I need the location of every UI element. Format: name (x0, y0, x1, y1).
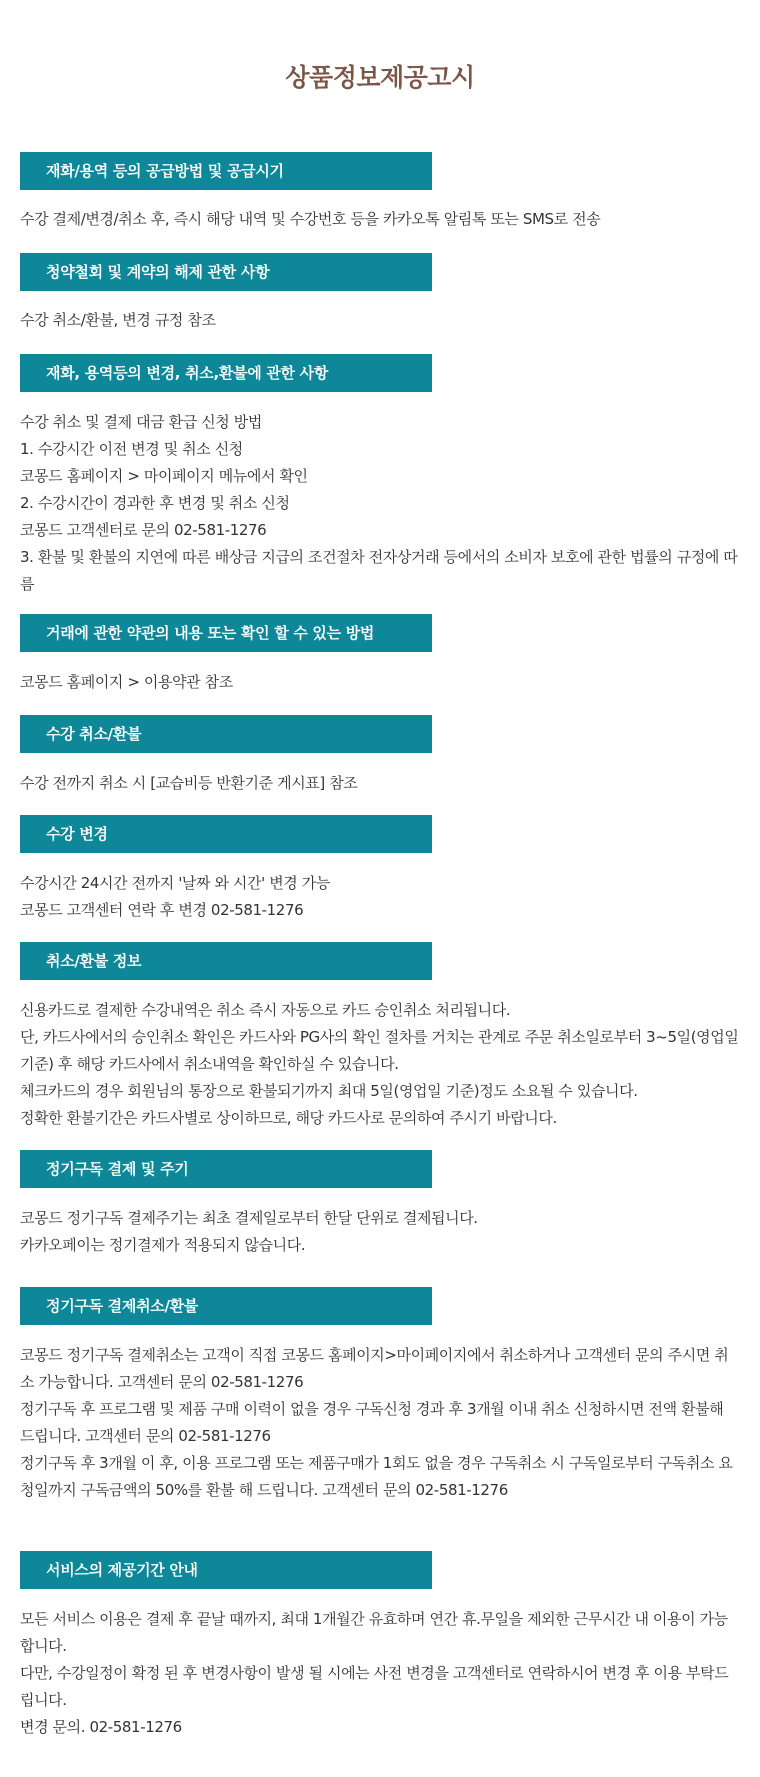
body-line: 변경 문의. 02-581-1276 (20, 1718, 182, 1736)
section-body-terms (20, 669, 740, 696)
body-line: 코몽드 고객센터로 문의 02-581-1276 (20, 521, 267, 539)
section-header-subscription-cycle: 정기구독 결제 및 주기 (20, 1150, 432, 1188)
section-body-change-cancel-refund (20, 409, 740, 598)
body-line: 체크카드의 경우 회원님의 통장으로 환불되기까지 최대 5일(영업일 기준)정도 소요될 수 있습니다. (20, 1082, 638, 1100)
section-header-withdrawal: 청약철회 및 계약의 해제 관한 사항 (20, 253, 432, 291)
body-line: 코몽드 고객센터 연락 후 변경 02-581-1276 (20, 901, 304, 919)
body-line: 신용카드로 결제한 수강내역은 취소 즉시 자동으로 카드 승인취소 처리됩니다. (20, 1001, 511, 1019)
section-header-terms: 거래에 관한 약관의 내용 또는 확인 할 수 있는 방법 (20, 614, 432, 652)
body-line: 다만, 수강일정이 확정 된 후 변경사항이 발생 될 시에는 사전 변경을 고객센터로 연락하시어 변경 후 이용 부탁드립니다. (20, 1664, 729, 1709)
section-header-service-period: 서비스의 제공기간 안내 (20, 1551, 432, 1589)
body-line: 코몽드 정기구독 결제취소는 고객이 직접 코몽드 홈페이지>마이페이지에서 취소하거나 고객센터 문의 주시면 취소 가능합니다. 고객센터 문의 02-581-1276 (20, 1346, 729, 1391)
section-body-service-period (20, 1606, 740, 1741)
body-line: 코몽드 홈페이지 > 마이페이지 메뉴에서 확인 (20, 467, 308, 485)
body-line: 2. 수강시간이 경과한 후 변경 및 취소 신청 (20, 494, 290, 512)
body-line: 수강시간 24시간 전까지 '날짜 와 시간' 변경 가능 (20, 874, 330, 892)
body-line: 수강 전까지 취소 시 [교습비등 반환기준 게시표] 참조 (20, 774, 358, 792)
section-header-refund-info: 취소/환불 정보 (20, 942, 432, 980)
section-header-subscription-cancel: 정기구독 결제취소/환불 (20, 1287, 432, 1325)
body-line: 정확한 환불기간은 카드사별로 상이하므로, 해당 카드사로 문의하여 주시기 바랍니다. (20, 1109, 557, 1127)
body-line: 수강 결제/변경/취소 후, 즉시 해당 내역 및 수강번호 등을 카카오톡 알림톡 또는 SMS로 전송 (20, 210, 601, 228)
body-line: 단, 카드사에서의 승인취소 확인은 카드사와 PG사의 확인 절차를 거치는 관계로 주문 취소일로부터 3~5일(영업일 기준) 후 해당 카드사에서 취소내역을 확인하실 수 있습니다. (20, 1028, 739, 1073)
section-header-supply-method: 재화/용역 등의 공급방법 및 공급시기 (20, 152, 432, 190)
section-header-class-change: 수강 변경 (20, 815, 432, 853)
section-header-change-cancel-refund: 재화, 용역등의 변경, 취소,환불에 관한 사항 (20, 354, 432, 392)
section-header-class-cancel-refund: 수강 취소/환불 (20, 715, 432, 753)
page-title: 상품정보제공고시 (285, 63, 475, 92)
body-line: 정기구독 후 3개월 이 후, 이용 프로그램 또는 제품구매가 1회도 없을 경우 구독취소 시 구독일로부터 구독취소 요청일까지 구독금액의 50%를 환불 해 드립니다. 고객센터 문의 02-581-1276 (20, 1454, 733, 1499)
section-body-class-cancel-refund (20, 770, 740, 797)
body-line: 카카오페이는 정기결제가 적용되지 않습니다. (20, 1236, 306, 1254)
body-line: 수강 취소 및 결제 대금 환급 신청 방법 (20, 413, 262, 431)
body-line: 1. 수강시간 이전 변경 및 취소 신청 (20, 440, 243, 458)
section-body-subscription-cycle (20, 1205, 740, 1259)
body-line: 3. 환불 및 환불의 지연에 따른 배상금 지급의 조건절차 전자상거래 등에서의 소비자 보호에 관한 법률의 규정에 따름 (20, 548, 738, 593)
body-line: 모든 서비스 이용은 결제 후 끝날 때까지, 최대 1개월간 유효하며 연간 휴.무일을 제외한 근무시간 내 이용이 가능합니다. (20, 1610, 728, 1655)
section-body-class-change (20, 870, 740, 924)
section-body-withdrawal (20, 307, 740, 334)
body-line: 코몽드 홈페이지 > 이용약관 참조 (20, 673, 233, 691)
section-body-subscription-cancel (20, 1342, 740, 1504)
body-line: 코몽드 정기구독 결제주기는 최초 결제일로부터 한달 단위로 결제됩니다. (20, 1209, 478, 1227)
section-body-supply-method (20, 206, 740, 233)
body-line: 정기구독 후 프로그램 및 제품 구매 이력이 없을 경우 구독신청 경과 후 3개월 이내 취소 신청하시면 전액 환불해 드립니다. 고객센터 문의 02-581-1276 (20, 1400, 724, 1445)
body-line: 수강 취소/환불, 변경 규정 참조 (20, 311, 216, 329)
section-body-refund-info (20, 997, 740, 1132)
